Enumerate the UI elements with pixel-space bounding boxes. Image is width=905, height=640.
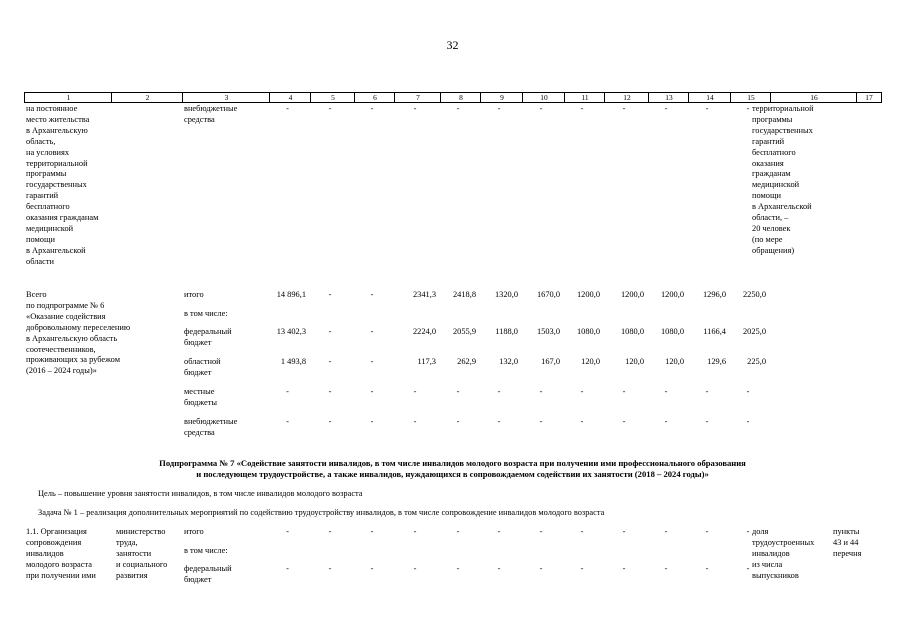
table-cell: - xyxy=(746,104,750,113)
table-cell: - xyxy=(664,387,668,396)
table-cell: - xyxy=(286,387,289,396)
table-cell: 2341,3 xyxy=(412,290,436,299)
table-cell: - xyxy=(497,387,501,396)
table-cell: - xyxy=(370,527,374,536)
column-number-4: 4 xyxy=(288,93,293,102)
table-cell: - xyxy=(622,104,626,113)
table-cell: - xyxy=(497,417,501,426)
table-cell: - xyxy=(456,104,460,113)
table-cell: 1200,0 xyxy=(576,290,600,299)
table-cell: - xyxy=(370,357,374,366)
table-cell: - xyxy=(328,564,332,573)
block1-col16-text: территориальной программы государственных гарантий бесплатного оказания гражданам медицинской помощи в Архангельской области, – 20 человек (по мере обращения) xyxy=(752,104,814,255)
table-cell: - xyxy=(705,387,709,396)
table-column-number-header xyxy=(24,92,882,103)
table-cell: - xyxy=(413,104,417,113)
funding-source-label: федеральный бюджет xyxy=(184,327,232,347)
table-cell: - xyxy=(580,387,584,396)
table-cell: - xyxy=(664,527,668,536)
column-number-7: 7 xyxy=(416,93,420,102)
table-cell: 13 402,3 xyxy=(276,327,306,336)
funding-source-label: внебюджетные средства xyxy=(184,417,238,437)
table-cell: - xyxy=(328,104,332,113)
table-cell: - xyxy=(664,417,668,426)
table-cell: 120,0 xyxy=(625,357,644,366)
column-number-12: 12 xyxy=(623,93,631,102)
table-cell: - xyxy=(286,104,289,113)
table-cell: - xyxy=(328,387,332,396)
table-cell: 120,0 xyxy=(581,357,600,366)
table-cell: - xyxy=(328,357,332,366)
table-cell: 262,9 xyxy=(457,357,476,366)
table-cell: - xyxy=(580,417,584,426)
table-cell: - xyxy=(413,387,417,396)
table-cell: 2250,0 xyxy=(742,290,766,299)
table-cell: - xyxy=(328,290,332,299)
table-cell: 14 896,1 xyxy=(276,290,306,299)
table-cell: - xyxy=(705,104,709,113)
table-cell: 2025,0 xyxy=(742,327,766,336)
column-number-2: 2 xyxy=(145,93,150,102)
table-cell: - xyxy=(746,564,750,573)
table-cell: 1 493,8 xyxy=(280,357,306,366)
table-cell: - xyxy=(497,527,501,536)
table-cell: 1503,0 xyxy=(536,327,560,336)
funding-source-label: в том числе: xyxy=(184,309,228,318)
block1-col1-text: на постоянное место жительства в Архангельскую область, на условиях территориальной программы государственных гарантий бесплатного оказания гражданам медицинской помощи в Архангельской области xyxy=(26,104,99,266)
table-cell: - xyxy=(622,527,626,536)
table-cell: 1080,0 xyxy=(660,327,684,336)
table-cell: - xyxy=(286,564,289,573)
table-cell: 2418,8 xyxy=(452,290,476,299)
table-cell: - xyxy=(456,417,460,426)
task-line: Задача № 1 – реализация дополнительных мероприятий по содействию трудоустройству инвалидов, в том числе сопровождение инвалидов молодого возраста xyxy=(38,508,605,517)
block3-col17-text: пункты 43 и 44 перечня xyxy=(833,527,862,558)
block3-col2-executor: министерство труда, занятости и социального развития xyxy=(116,527,168,580)
table-cell: 132,0 xyxy=(499,357,518,366)
table-cell: 2055,9 xyxy=(452,327,476,336)
table-cell: - xyxy=(370,387,374,396)
table-cell: - xyxy=(328,417,332,426)
column-number-5: 5 xyxy=(331,93,335,102)
table-cell: - xyxy=(622,387,626,396)
table-cell: - xyxy=(328,527,332,536)
table-cell: - xyxy=(413,527,417,536)
funding-source-label: итого xyxy=(184,290,204,299)
table-cell: - xyxy=(328,327,332,336)
table-cell: - xyxy=(705,527,709,536)
block1-col3-source: внебюджетные средства xyxy=(184,104,238,124)
table-cell: - xyxy=(456,387,460,396)
table-cell: - xyxy=(370,327,374,336)
column-number-3: 3 xyxy=(224,93,229,102)
table-cell: - xyxy=(413,564,417,573)
table-cell: - xyxy=(456,564,460,573)
funding-source-label: местные бюджеты xyxy=(184,387,218,407)
table-cell: - xyxy=(286,527,289,536)
table-cell: 225,0 xyxy=(747,357,766,366)
table-cell: - xyxy=(497,564,501,573)
table-cell: - xyxy=(539,417,543,426)
column-number-6: 6 xyxy=(373,93,377,102)
table-cell: - xyxy=(622,564,626,573)
table-cell: - xyxy=(664,104,668,113)
table-cell: 1188,0 xyxy=(495,327,518,336)
column-number-9: 9 xyxy=(500,93,504,102)
table-cell: - xyxy=(456,527,460,536)
table-cell: - xyxy=(746,527,750,536)
column-number-1: 1 xyxy=(66,93,71,102)
funding-source-label: федеральный бюджет xyxy=(184,564,232,584)
column-number-11: 11 xyxy=(581,93,589,102)
table-cell: 167,0 xyxy=(541,357,560,366)
table-cell: 1200,0 xyxy=(660,290,684,299)
table-cell: 1166,4 xyxy=(703,327,726,336)
table-cell: - xyxy=(370,564,374,573)
table-cell: - xyxy=(286,417,289,426)
block2-col1-text: Всего по подпрограмме № 6 «Оказание содействия добровольному переселению в Архангельскую область соотечественников, проживающих за рубежом (2016 – 2024 годы)» xyxy=(26,290,131,376)
table-cell: 117,3 xyxy=(417,357,436,366)
column-number-10: 10 xyxy=(540,93,548,102)
table-cell: - xyxy=(705,564,709,573)
table-cell: - xyxy=(746,417,750,426)
table-cell: 1200,0 xyxy=(620,290,644,299)
table-cell: - xyxy=(413,417,417,426)
funding-source-label: областной бюджет xyxy=(184,357,221,377)
table-cell: 120,0 xyxy=(665,357,684,366)
table-cell: - xyxy=(497,104,501,113)
table-cell: - xyxy=(370,290,374,299)
funding-source-label: итого xyxy=(184,527,204,536)
page-number: 32 xyxy=(446,38,459,52)
table-cell: 1320,0 xyxy=(494,290,518,299)
goal-line: Цель – повышение уровня занятости инвалидов, в том числе инвалидов молодого возраста xyxy=(38,489,363,498)
table-cell: 2224,0 xyxy=(412,327,436,336)
column-number-17: 17 xyxy=(865,93,873,102)
table-cell: - xyxy=(539,527,543,536)
table-cell: 129,6 xyxy=(707,357,726,366)
column-number-15: 15 xyxy=(747,93,755,102)
block3-col1-text: 1.1. Организация сопровождения инвалидов молодого возраста при получении ими xyxy=(26,527,96,580)
table-cell: - xyxy=(664,564,668,573)
table-cell: - xyxy=(746,387,750,396)
table-cell: 1080,0 xyxy=(576,327,600,336)
table-cell: - xyxy=(539,564,543,573)
table-cell: 1670,0 xyxy=(536,290,560,299)
table-cell: - xyxy=(705,417,709,426)
table-cell: - xyxy=(539,387,543,396)
table-cell: 1296,0 xyxy=(702,290,726,299)
table-cell: - xyxy=(580,527,584,536)
funding-source-label: в том числе: xyxy=(184,546,228,555)
table-cell: - xyxy=(580,564,584,573)
table-cell: - xyxy=(580,104,584,113)
column-number-13: 13 xyxy=(665,93,673,102)
block3-col16-text: доля трудоустроенных инвалидов из числа выпускников xyxy=(752,527,815,580)
table-cell: - xyxy=(622,417,626,426)
table-cell: - xyxy=(370,417,374,426)
subprogram-title: Подпрограмма № 7 «Содействие занятости инвалидов, в том числе инвалидов молодого возраста при получении ими профессионального образования и последующем трудоустройстве, а также инвалидов, нуждающихся в сопровождаемом содействии их занятости (2018 – 2024 годы)» xyxy=(159,458,746,479)
table-cell: - xyxy=(370,104,374,113)
column-number-16: 16 xyxy=(810,93,818,102)
column-number-8: 8 xyxy=(459,93,463,102)
table-cell: - xyxy=(539,104,543,113)
column-number-14: 14 xyxy=(706,93,714,102)
table-cell: 1080,0 xyxy=(620,327,644,336)
